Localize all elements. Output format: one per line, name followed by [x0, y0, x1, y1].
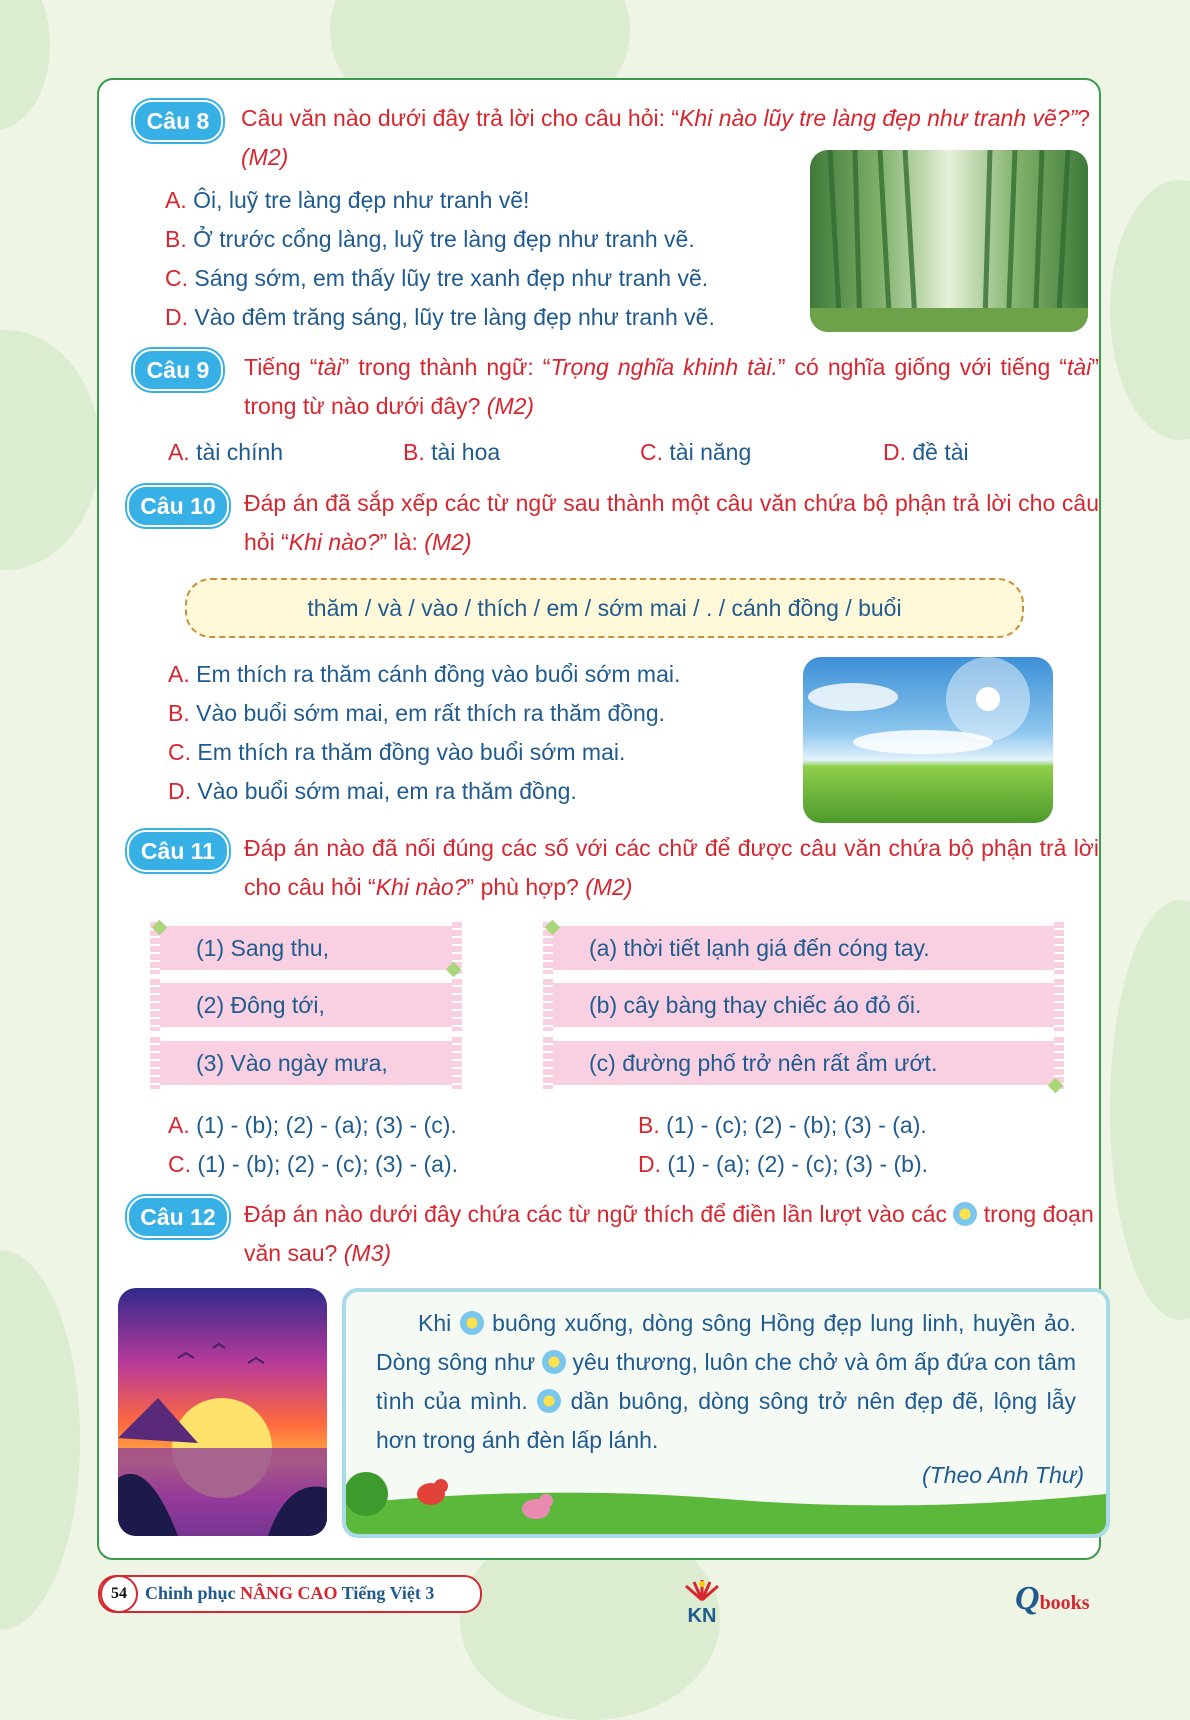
bg-circle	[1110, 900, 1190, 1320]
meadow-sky-image	[803, 657, 1053, 823]
question-12-text: Đáp án nào dưới đây chứa các từ ngữ thích để điền lần lượt vào các trong đoạn văn sau? (M3)	[244, 1201, 1094, 1266]
question-10-text: Đáp án đã sắp xếp các từ ngữ sau thành một câu văn chứa bộ phận trả lời cho câu hỏi “Khi nào?” là: (M2)	[244, 490, 1099, 555]
option-a[interactable]: A. Em thích ra thăm cánh đồng vào buổi sớm mai.	[168, 661, 681, 687]
page-number: 54	[100, 1575, 138, 1613]
bg-circle	[1110, 180, 1190, 440]
option-d[interactable]: D. Vào buổi sớm mai, em ra thăm đồng.	[168, 778, 577, 804]
option-c[interactable]: C. (1) - (b); (2) - (c); (3) - (a).	[168, 1151, 459, 1177]
question-11-text: Đáp án nào đã nối đúng các số với các chữ để được câu văn chứa bộ phận trả lời cho câu hỏi “Khi nào?” phù hợp? (M2)	[244, 835, 1099, 900]
book-fan-icon	[678, 1580, 726, 1602]
flower-blank-icon	[537, 1389, 561, 1413]
option-d[interactable]: D. đề tài	[883, 439, 969, 465]
option-b[interactable]: B. tài hoa	[403, 439, 501, 465]
question-badge-10: Câu 10	[127, 485, 229, 527]
flower-blank-icon	[542, 1350, 566, 1374]
passage-author: (Theo Anh Thư)	[921, 1462, 1084, 1488]
question-badge-9: Câu 9	[133, 349, 223, 391]
question-badge-12: Câu 12	[127, 1196, 229, 1238]
bg-circle	[0, 330, 100, 570]
passage-text: Khi buông xuống, dòng sông Hồng đẹp lung linh, huyền ảo. Dòng sông như yêu thương, luôn che chở và ôm ấp đứa con tâm tình của mình. dần buông, dòng sông trở nên đẹp đẽ, lộng lẫy hơn trong ánh đèn lấp lánh.	[376, 1310, 1077, 1453]
option-c[interactable]: C. Sáng sớm, em thấy lũy tre xanh đẹp như tranh vẽ.	[165, 265, 709, 291]
match-right-item: (c) đường phố trở nên rất ẩm ướt.	[551, 1041, 1056, 1085]
option-c[interactable]: C. tài năng	[640, 439, 752, 465]
bamboo-forest-image	[810, 150, 1088, 332]
qbooks-logo: Qbooks	[1015, 1580, 1090, 1617]
match-left-item: (3) Vào ngày mưa,	[158, 1041, 454, 1085]
option-b[interactable]: B. Ở trước cổng làng, luỹ tre làng đẹp như tranh vẽ.	[165, 226, 695, 252]
flower-blank-icon	[460, 1311, 484, 1335]
option-c[interactable]: C. Em thích ra thăm đồng vào buổi sớm mai.	[168, 739, 626, 765]
reading-passage	[342, 1288, 1110, 1538]
bg-circle	[0, 1250, 80, 1630]
grass-birds-illustration	[346, 1464, 1106, 1534]
sunset-image	[118, 1288, 327, 1536]
book-title: Chinh phục NÂNG CAO Tiếng Việt 3	[145, 1583, 435, 1603]
question-badge-8: Câu 8	[133, 100, 223, 142]
match-right-item: (b) cây bàng thay chiếc áo đỏ ối.	[551, 983, 1056, 1027]
option-b[interactable]: B. Vào buổi sớm mai, em rất thích ra thăm đồng.	[168, 700, 666, 726]
question-badge-11: Câu 11	[127, 830, 229, 872]
word-scramble-box: thăm / và / vào / thích / em / sớm mai / . / cánh đồng / buổi	[185, 578, 1024, 638]
option-a[interactable]: A. tài chính	[168, 439, 284, 465]
option-d[interactable]: D. Vào đêm trăng sáng, lũy tre làng đẹp như tranh vẽ.	[165, 304, 715, 330]
flower-blank-icon	[953, 1202, 977, 1226]
match-left-item: (1) Sang thu,	[158, 926, 454, 970]
match-right-item: (a) thời tiết lạnh giá đến cóng tay.	[551, 926, 1056, 970]
question-9-text: Tiếng “tài” trong thành ngữ: “Trọng nghĩa khinh tài.” có nghĩa giống với tiếng “tài” trong từ nào dưới đây? (M2)	[244, 354, 1099, 419]
kn-logo: KN	[678, 1580, 726, 1620]
option-b[interactable]: B. (1) - (c); (2) - (b); (3) - (a).	[638, 1112, 927, 1138]
match-left-item: (2) Đông tới,	[158, 983, 454, 1027]
question-8-text: Câu văn nào dưới đây trả lời cho câu hỏi: “Khi nào lũy tre làng đẹp như tranh vẽ?”? (M2)	[241, 105, 1091, 170]
bg-circle	[0, 0, 50, 130]
option-a[interactable]: A. Ôi, luỹ tre làng đẹp như tranh vẽ!	[165, 187, 530, 213]
option-a[interactable]: A. (1) - (b); (2) - (a); (3) - (c).	[168, 1112, 457, 1138]
option-d[interactable]: D. (1) - (a); (2) - (c); (3) - (b).	[638, 1151, 929, 1177]
